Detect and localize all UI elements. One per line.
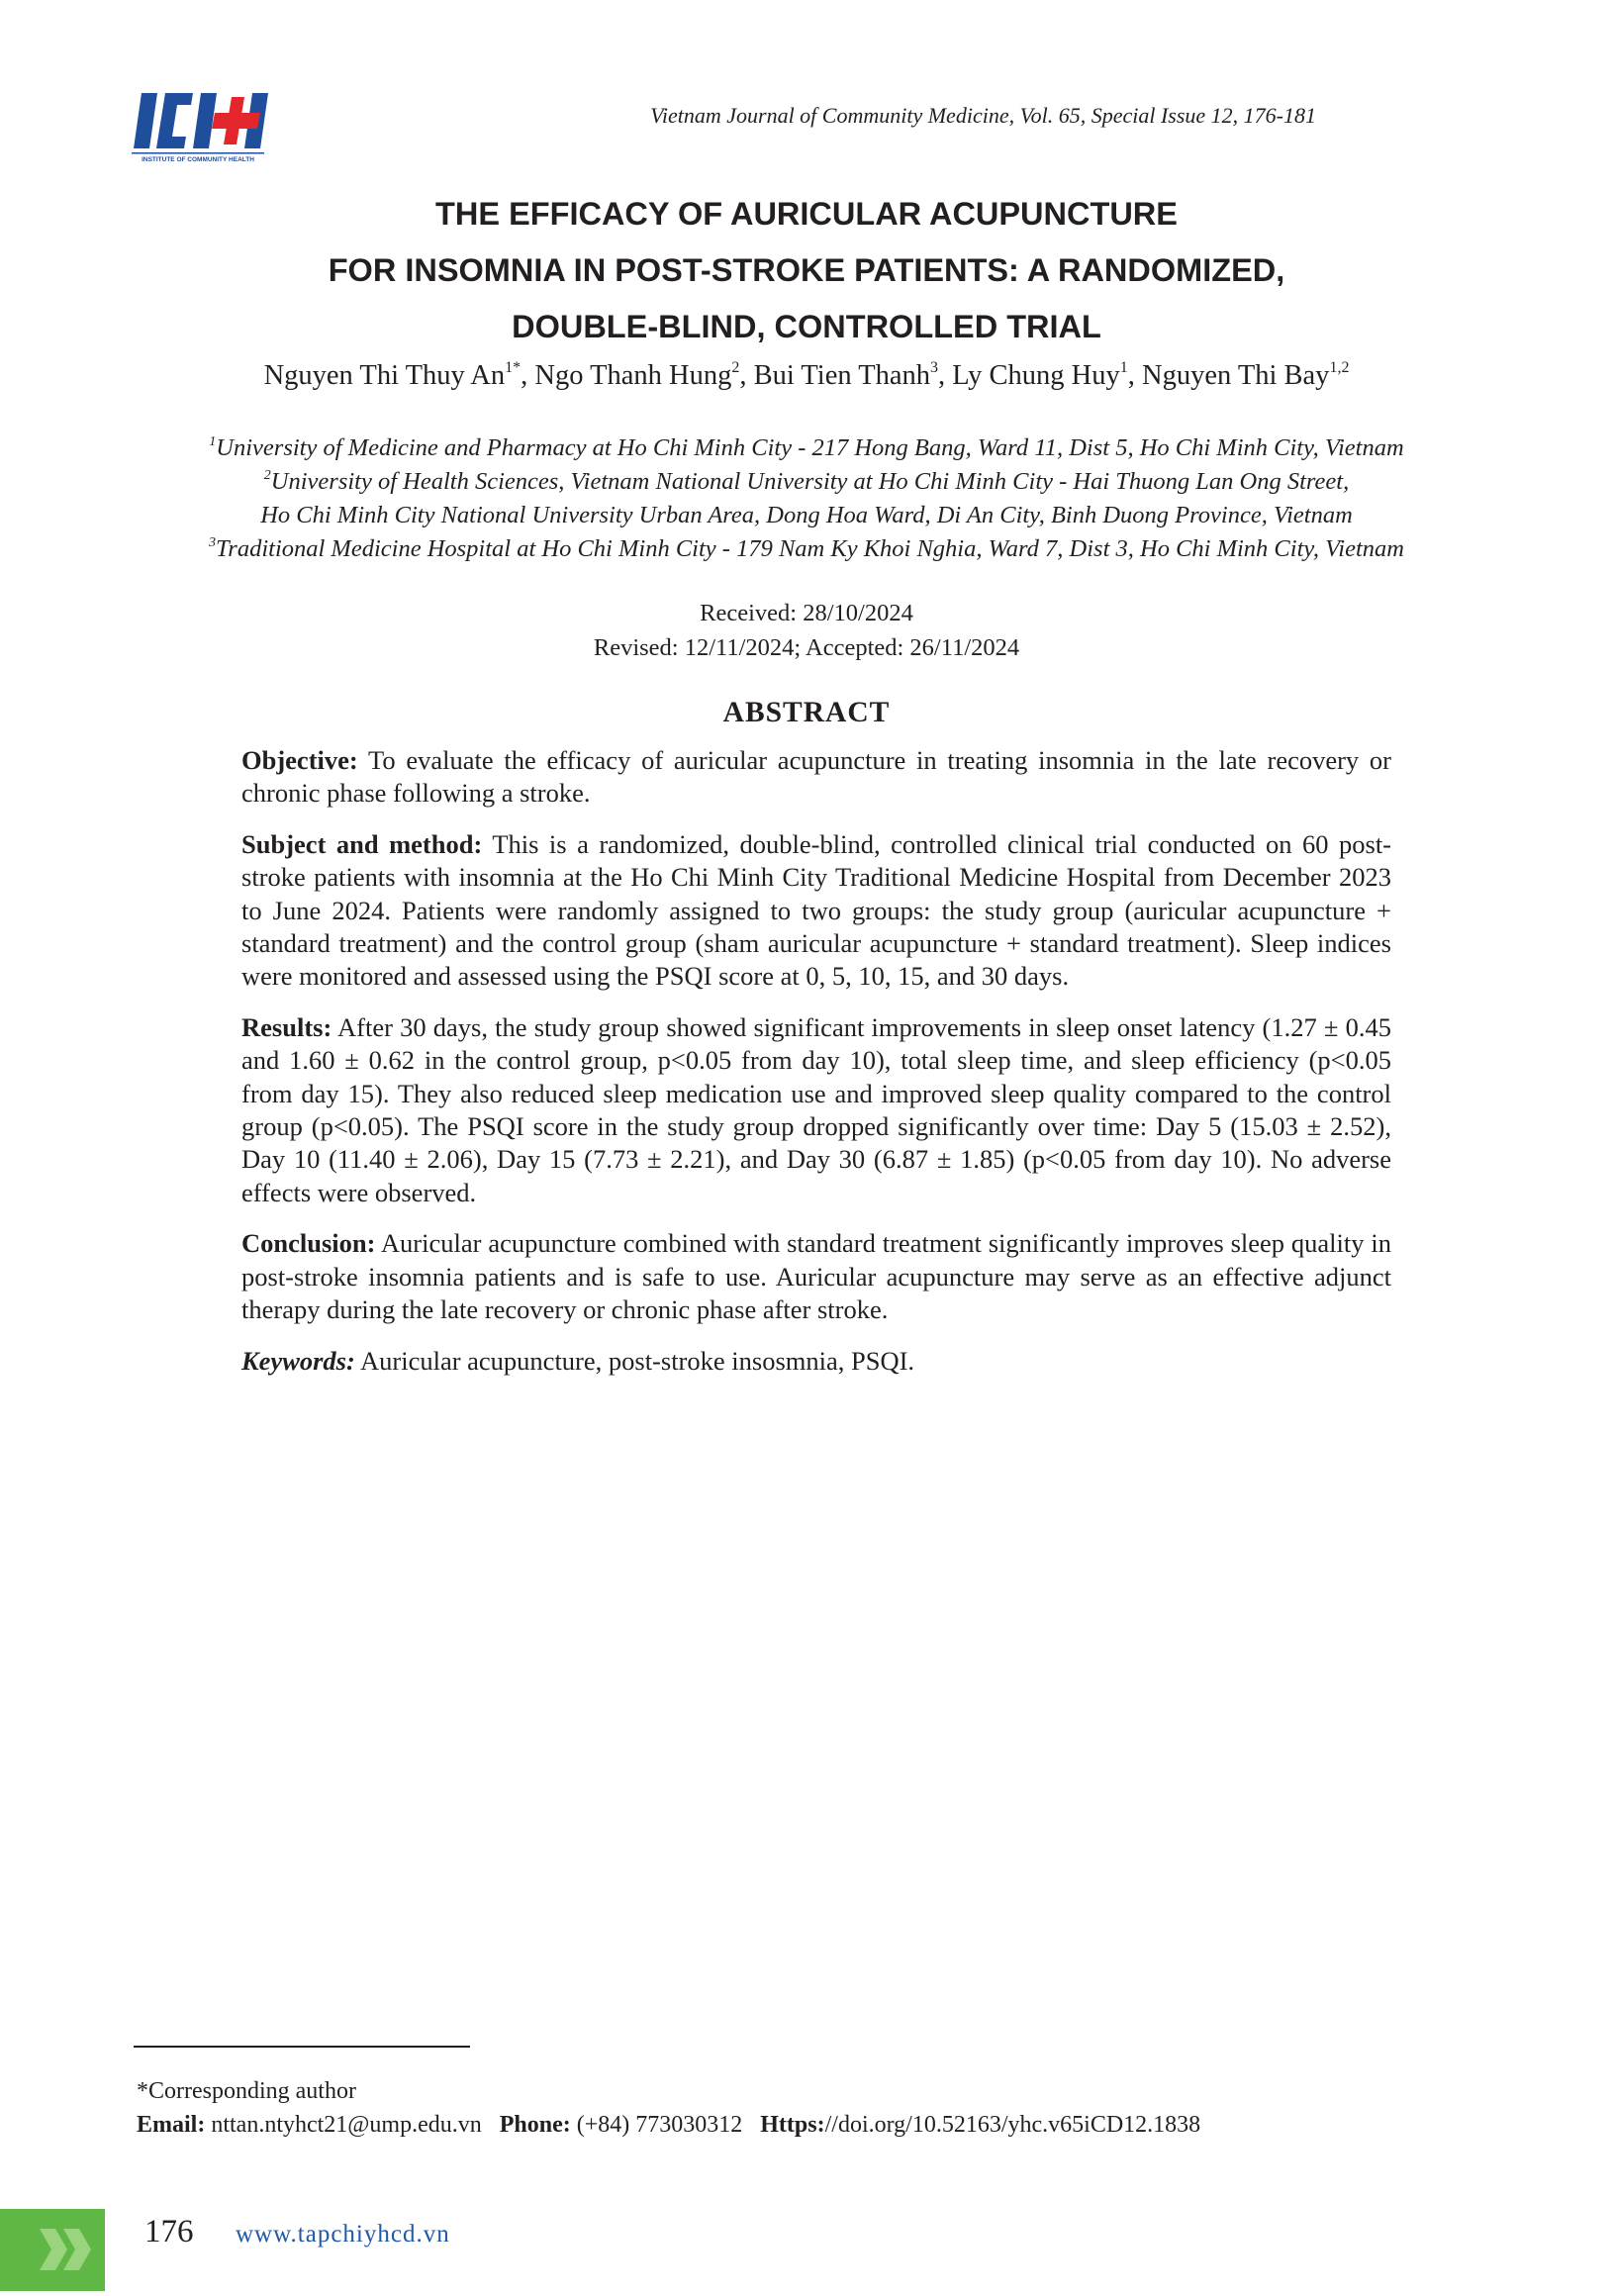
- author-affil-mark: 1: [1119, 359, 1128, 376]
- affiliation-line: [59, 431, 1554, 465]
- author-list: Nguyen Thi Thuy $An^{1*}$, Ngo Thanh Hung$^2$, Bui Tien Thanh$^3$, Ly Chung Huy$^1$, Nguyen Thi Bay$^{1,2}$: [263, 359, 1350, 391]
- author-name: Ly Chung Huy: [952, 360, 1120, 391]
- doi-link[interactable]: //doi.org/10.52163/yhc.v65iCD12.1838: [824, 2112, 1201, 2138]
- section-text: Auricular acupuncture combined with standard treatment significantly improves sleep quality in post-stroke insomnia patients and is safe to use. Auricular acupuncture may serve as an effective adjunct therapy during the late recovery or chronic phase after stroke.: [241, 1228, 1391, 1325]
- affiliation-mark: 1: [209, 434, 217, 449]
- abstract-conclusion: [241, 1227, 1391, 1326]
- author-affil-mark: 3: [930, 359, 939, 376]
- affiliation-text: University of Health Sciences, Vietnam National University at Ho Chi Minh City - Hai Thuong Lan Ong Street,: [270, 468, 1350, 495]
- affiliation-text: University of Medicine and Pharmacy at Ho Chi Minh City - 217 Hong Bang, Ward 11, Dist 5, Ho Chi Minh City, Vietnam: [216, 434, 1404, 461]
- article-title: [148, 186, 1465, 355]
- logo-letters-icon: [134, 93, 268, 148]
- phone-number: (+84) 773030312: [570, 2112, 743, 2138]
- section-text: After 30 days, the study group showed significant improvements in sleep onset latency (1.27 ± 0.45 and 1.60 ± 0.62 in the control group, p<0.05 from day 10), total sleep time, and sleep efficiency (p<0.05 from day 15). They also reduced sleep medication use and improved sleep quality compared to the control group (p<0.05). The PSQI score in the study group dropped significantly over time: Day 5 (15.03 ± 2.52), Day 10 (11.40 ± 2.06), Day 15 (7.73 ± 2.21), and Day 30 (6.87 ± 1.85) (p<0.05 from day 10). No adverse effects were observed.: [241, 1011, 1391, 1207]
- double-chevron-icon: [0, 2209, 105, 2291]
- section-text: To evaluate the efficacy of auricular acupuncture in treating insomnia in the late recovery or chronic phase following a stroke.: [241, 745, 1391, 809]
- journal-logo: [132, 87, 270, 164]
- affiliation-line: [59, 465, 1554, 499]
- abstract-heading: ABSTRACT: [722, 697, 891, 728]
- title-line: DOUBLE-BLIND, CONTROLLED TRIAL: [512, 309, 1101, 344]
- author-name: Bui Tien Thanh: [753, 360, 931, 391]
- journal-website-link[interactable]: www.tapchiyhcd.vn: [236, 2221, 450, 2248]
- phone-label: Phone:: [499, 2112, 571, 2138]
- section-label: Objective:: [241, 745, 358, 775]
- received-date: Received: 28/10/2024: [700, 600, 913, 626]
- doi-label: Https:: [760, 2112, 825, 2138]
- revised-accepted-date: Revised: 12/11/2024; Accepted: 26/11/2024: [593, 634, 1020, 661]
- author-affil-mark: 2: [731, 359, 740, 376]
- footnote: [137, 2074, 1200, 2142]
- affiliation-line: [59, 499, 1554, 532]
- section-text: This is a randomized, double-blind, controlled clinical trial conducted on 60 post-stroke patients with insomnia at the Ho Chi Minh City Traditional Medicine Hospital from December 2023 to June 2024. Patients were randomly assigned to two groups: the study group (auricular acupuncture + standard treatment) and the control group (sham auricular acupuncture + standard treatment). Sleep indices were monitored and assessed using the PSQI score at 0, 5, 10, 15, and 30 days.: [241, 828, 1392, 992]
- author-affil-mark: 1*: [505, 359, 522, 376]
- footer-green-tab: [0, 2209, 105, 2291]
- journal-citation: Vietnam Journal of Community Medicine, Vol. 65, Special Issue 12, 176-181: [650, 103, 1316, 128]
- author-affil-mark: 1,2: [1329, 359, 1350, 376]
- affiliations: [59, 431, 1554, 566]
- page-number: 176: [144, 2214, 194, 2249]
- contact-line: [137, 2108, 1200, 2142]
- author-name: Nguyen Thi Bay: [1141, 360, 1330, 391]
- footnote-divider: [134, 2046, 470, 2048]
- affiliation-line: [59, 532, 1554, 566]
- email-label: Email:: [137, 2112, 206, 2138]
- affiliation-text: Traditional Medicine Hospital at Ho Chi Minh City - 179 Nam Ky Khoi Nghia, Ward 7, Dist 3, Ho Chi Minh City, Vietnam: [216, 535, 1404, 562]
- title-line: THE EFFICACY OF AURICULAR ACUPUNCTURE: [435, 196, 1178, 232]
- abstract-body: [241, 744, 1391, 1395]
- logo-caption: INSTITUTE OF COMMUNITY HEALTH: [142, 156, 254, 163]
- article-dates: [297, 596, 1316, 665]
- section-label: Subject and method:: [241, 828, 483, 859]
- section-label: Conclusion:: [241, 1228, 376, 1259]
- abstract-keywords: [241, 1345, 1391, 1378]
- affiliation-mark: 2: [263, 468, 271, 483]
- email-link[interactable]: nttan.ntyhct21@ump.edu.vn: [205, 2112, 482, 2138]
- keywords-text: Auricular acupuncture, post-stroke insosmnia, PSQI.: [354, 1345, 915, 1376]
- abstract-method: [241, 828, 1391, 994]
- abstract-results: [241, 1011, 1391, 1209]
- author-name: Nguyen Thi Thuy An: [263, 360, 506, 391]
- affiliation-mark: 3: [209, 535, 217, 550]
- abstract-objective: [241, 744, 1391, 811]
- author-name: Ngo Thanh Hung: [534, 360, 732, 391]
- affiliation-text: Ho Chi Minh City National University Urban Area, Dong Hoa Ward, Di An City, Binh Duong Province, Vietnam: [260, 502, 1353, 528]
- corresponding-author-note: *Corresponding author: [137, 2078, 356, 2104]
- section-label: Results:: [241, 1011, 332, 1042]
- keywords-label: Keywords:: [241, 1345, 355, 1376]
- title-line: FOR INSOMNIA IN POST-STROKE PATIENTS: A RANDOMIZED,: [328, 252, 1285, 288]
